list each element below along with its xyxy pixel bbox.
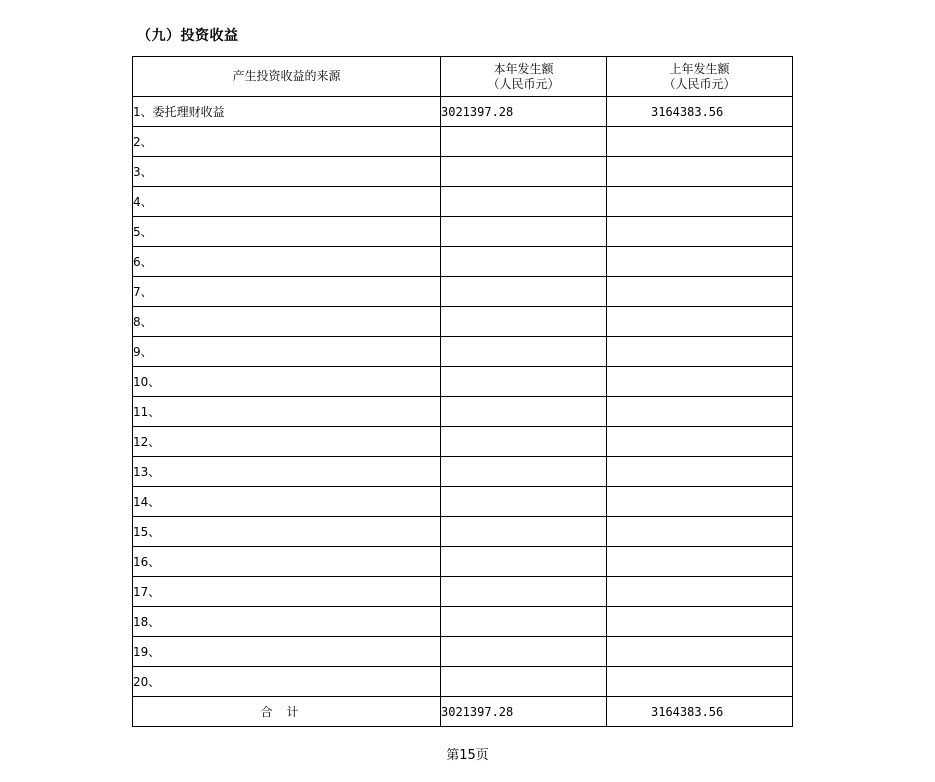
row-previous: 3164383.56 xyxy=(607,97,793,127)
table-row xyxy=(133,307,793,337)
table-row xyxy=(133,517,793,547)
header-current-line1: 本年发生额 xyxy=(493,61,554,76)
row-previous xyxy=(607,517,793,547)
row-current xyxy=(441,367,607,397)
row-source: 7、 xyxy=(133,277,441,307)
row-current xyxy=(441,187,607,217)
table-row xyxy=(133,97,793,127)
table-row xyxy=(133,247,793,277)
row-previous xyxy=(607,307,793,337)
row-source: 19、 xyxy=(133,637,441,667)
table-row xyxy=(133,367,793,397)
row-source: 13、 xyxy=(133,457,441,487)
row-previous xyxy=(607,217,793,247)
row-previous xyxy=(607,277,793,307)
table-row xyxy=(133,427,793,457)
row-previous xyxy=(607,667,793,697)
row-current xyxy=(441,127,607,157)
row-current xyxy=(441,277,607,307)
row-previous xyxy=(607,637,793,667)
row-source: 16、 xyxy=(133,547,441,577)
row-current xyxy=(441,217,607,247)
row-previous xyxy=(607,427,793,457)
table-row xyxy=(133,547,793,577)
table-row xyxy=(133,487,793,517)
row-source: 11、 xyxy=(133,397,441,427)
row-current xyxy=(441,487,607,517)
header-previous-line1: 上年发生额 xyxy=(669,61,730,76)
row-source: 1、委托理财收益 xyxy=(133,97,441,127)
row-current xyxy=(441,457,607,487)
table-row xyxy=(133,607,793,637)
row-source: 4、 xyxy=(133,187,441,217)
row-previous xyxy=(607,457,793,487)
row-previous xyxy=(607,577,793,607)
row-current xyxy=(441,547,607,577)
header-source-label: 产生投资收益的来源 xyxy=(232,69,341,83)
row-current xyxy=(441,667,607,697)
row-current xyxy=(441,397,607,427)
table-row xyxy=(133,457,793,487)
header-current-year xyxy=(441,57,607,97)
total-previous: 3164383.56 xyxy=(607,697,793,727)
header-previous-line2: （人民币元） xyxy=(663,76,736,91)
row-previous xyxy=(607,367,793,397)
header-current-line2: （人民币元） xyxy=(487,76,560,91)
row-source: 10、 xyxy=(133,367,441,397)
row-previous xyxy=(607,187,793,217)
table-row xyxy=(133,187,793,217)
table-row xyxy=(133,337,793,367)
row-source: 17、 xyxy=(133,577,441,607)
table-row xyxy=(133,397,793,427)
row-source: 2、 xyxy=(133,127,441,157)
row-source: 14、 xyxy=(133,487,441,517)
table-row xyxy=(133,667,793,697)
table-row xyxy=(133,157,793,187)
row-previous xyxy=(607,397,793,427)
row-previous xyxy=(607,157,793,187)
row-current xyxy=(441,337,607,367)
row-source: 18、 xyxy=(133,607,441,637)
row-current xyxy=(441,577,607,607)
row-source: 5、 xyxy=(133,217,441,247)
table-header-row xyxy=(133,57,793,97)
investment-income-table xyxy=(132,56,793,727)
header-previous-year xyxy=(607,57,793,97)
row-source: 3、 xyxy=(133,157,441,187)
row-current xyxy=(441,157,607,187)
table-row xyxy=(133,637,793,667)
row-previous xyxy=(607,547,793,577)
total-row xyxy=(133,697,793,727)
section-title: （九）投资收益 xyxy=(137,28,239,44)
row-previous xyxy=(607,607,793,637)
row-source: 9、 xyxy=(133,337,441,367)
total-label: 合计 xyxy=(133,697,441,727)
row-source: 20、 xyxy=(133,667,441,697)
row-current xyxy=(441,637,607,667)
table-row xyxy=(133,577,793,607)
row-current: 3021397.28 xyxy=(441,97,607,127)
row-current xyxy=(441,607,607,637)
table-row xyxy=(133,217,793,247)
row-previous xyxy=(607,337,793,367)
table-row xyxy=(133,277,793,307)
row-source: 12、 xyxy=(133,427,441,457)
total-current: 3021397.28 xyxy=(441,697,607,727)
row-previous xyxy=(607,127,793,157)
row-current xyxy=(441,427,607,457)
table-row xyxy=(133,127,793,157)
row-previous xyxy=(607,247,793,277)
row-current xyxy=(441,517,607,547)
row-source: 8、 xyxy=(133,307,441,337)
header-source xyxy=(133,57,441,97)
row-source: 6、 xyxy=(133,247,441,277)
row-previous xyxy=(607,487,793,517)
row-current xyxy=(441,247,607,277)
row-current xyxy=(441,307,607,337)
page-number: 第15页 xyxy=(446,748,489,763)
row-source: 15、 xyxy=(133,517,441,547)
